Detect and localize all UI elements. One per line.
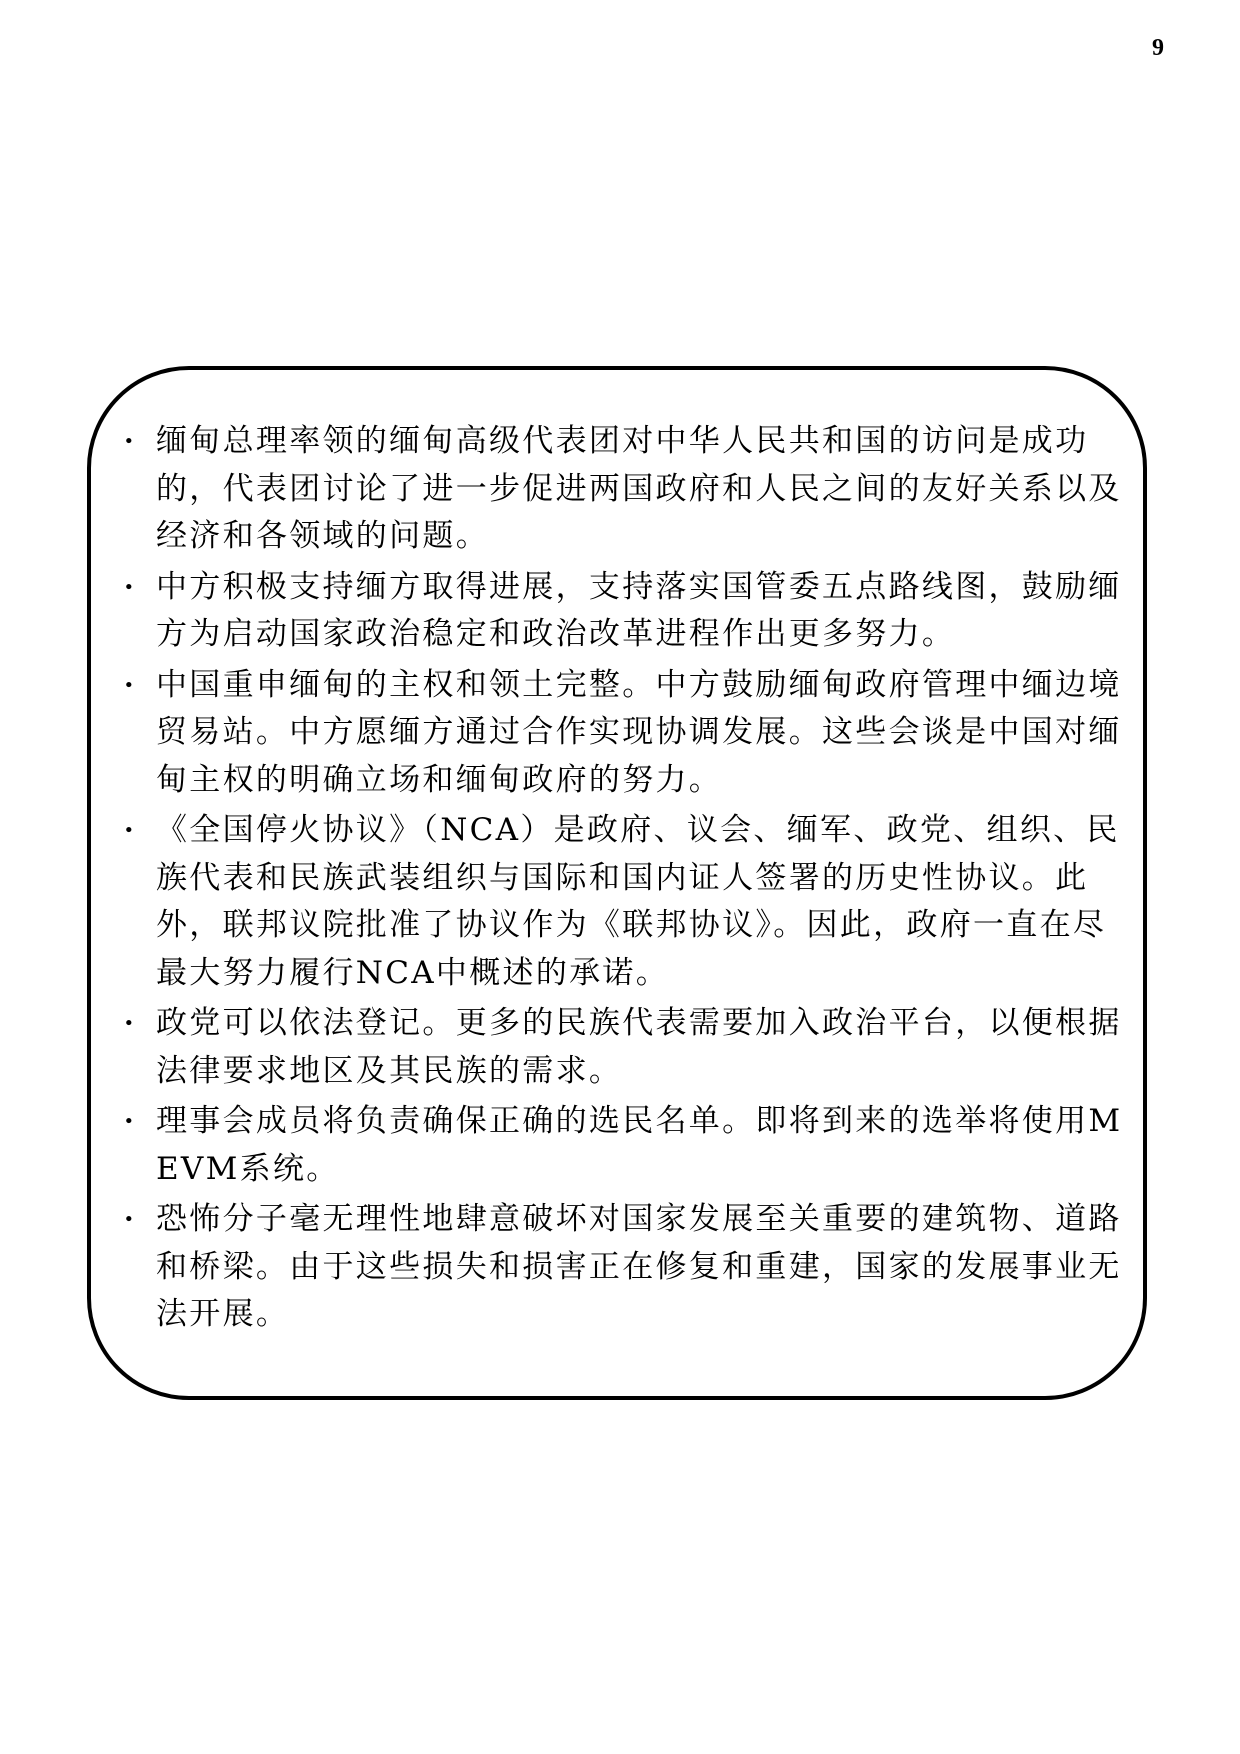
bullet-text: 缅甸总理率领的缅甸高级代表团对中华人民共和国的访问是成功的，代表团讨论了进一步促进两国政府和人民之间的友好关系以及经济和各领域的问题。 [156, 423, 1122, 554]
bullet-icon: • [123, 1111, 137, 1132]
bullet-item-3 [112, 662, 1132, 805]
bullet-icon: • [123, 820, 137, 841]
bullet-icon: • [123, 431, 137, 452]
bullet-text: 中国重申缅甸的主权和领土完整。中方鼓励缅甸政府管理中缅边境贸易站。中方愿缅方通过合作实现协调发展。这些会谈是中国对缅甸主权的明确立场和缅甸政府的努力。 [156, 666, 1122, 798]
bullet-icon: • [123, 1209, 137, 1230]
bullet-text: 恐怖分子毫无理性地肆意破坏对国家发展至关重要的建筑物、道路和桥梁。由于这些损失和损害正在修复和重建，国家的发展事业无法开展。 [156, 1201, 1122, 1332]
bullet-text: 政党可以依法登记。更多的民族代表需要加入政治平台，以便根据法律要求地区及其民族的需求。 [156, 1005, 1122, 1089]
bullet-item-2 [112, 564, 1132, 659]
summary-bullet-list [112, 418, 1132, 1342]
bullet-text: 《全国停火协议》（NCA）是政府、议会、缅军、政党、组织、民族代表和民族武装组织与国际和国内证人签署的历史性协议。此外，联邦议院批准了协议作为《联邦协议》。因此，政府一直在尽最大努力履行NCA中概述的承诺。 [156, 812, 1120, 991]
bullet-item-7 [112, 1196, 1132, 1339]
bullet-icon: • [123, 1013, 137, 1034]
bullet-icon: • [123, 674, 137, 696]
bullet-item-4 [112, 807, 1132, 997]
page-number: 9 [1152, 35, 1164, 61]
bullet-item-1 [112, 418, 1132, 561]
bullet-text: 中方积极支持缅方取得进展，支持落实国管委五点路线图，鼓励缅方为启动国家政治稳定和政治改革进程作出更多努力。 [156, 568, 1122, 652]
bullet-item-5 [112, 1000, 1132, 1095]
bullet-icon: • [123, 576, 137, 598]
bullet-item-6 [112, 1098, 1132, 1193]
bullet-text: 理事会成员将负责确保正确的选民名单。即将到来的选举将使用MEVM系统。 [156, 1103, 1123, 1187]
